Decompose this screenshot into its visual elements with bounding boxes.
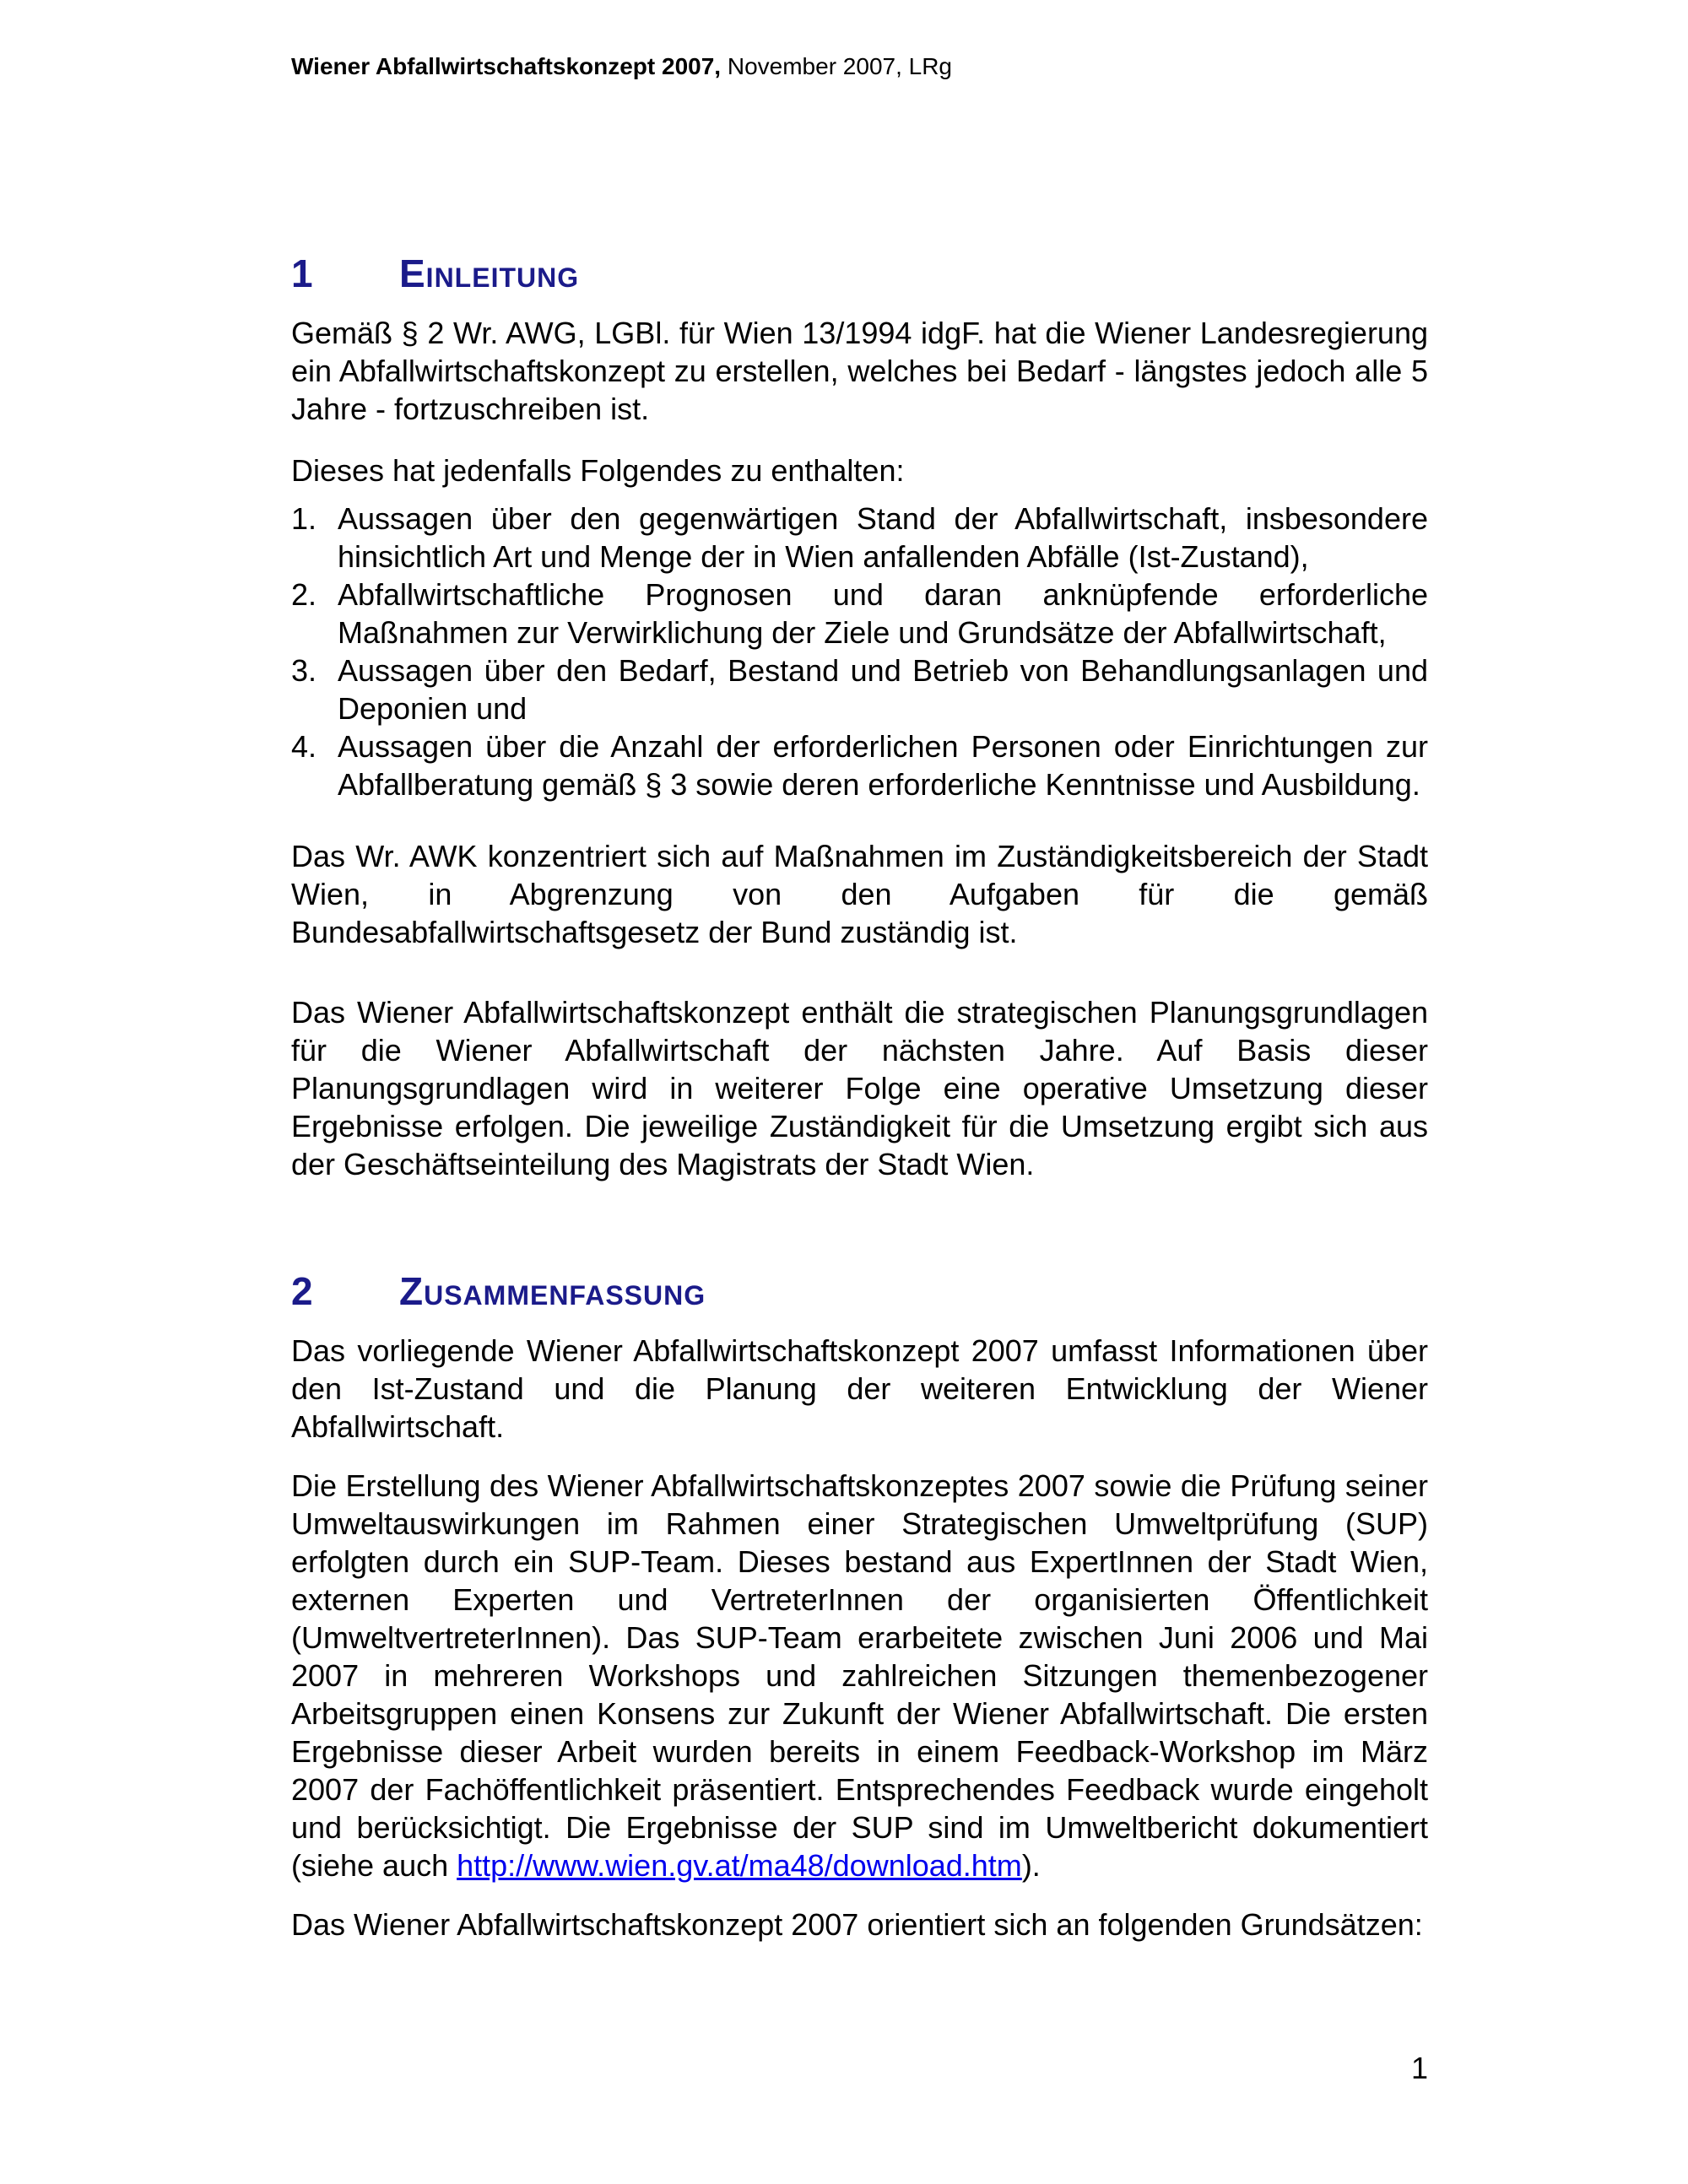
running-header-subtitle: November 2007, LRg [721, 53, 953, 79]
paragraph-s2-sup-text: Die Erstellung des Wiener Abfallwirtschaftskonzeptes 2007 sowie die Prüfung seiner Umweltauswirkungen im Rahmen einer Strategischen Umweltprüfung (SUP) erfolgten durch ein SUP-Team. Dieses bestand aus ExpertInnen der Stadt Wien, externen Experten und VertreterInnen der organisierten Öffentlichkeit (UmweltvertreterInnen). Das SUP-Team erarbeitete zwischen Juni 2006 und Mai 2007 in mehreren Workshops und zahlreichen Sitzungen themenbezogener Arbeitsgruppen einen Konsens zur Zukunft der Wiener Abfallwirtschaft. Die ersten Ergebnisse dieser Arbeit wurden bereits in einem Feedback-Workshop im März 2007 der Fachöffentlichkeit präsentiert. Entsprechendes Feedback wurde eingeholt und berücksichtigt. Die Ergebnisse der SUP sind im Umweltbericht dokumentiert (siehe auch [291, 1468, 1428, 1883]
section-1-number: 1 [291, 251, 313, 295]
paragraph-s1-strategie: Das Wiener Abfallwirtschaftskonzept enthält die strategischen Planungsgrundlagen für die Wiener Abfallwirtschaft der nächsten Jahre. Auf Basis dieser Planungsgrundlagen wird in weiterer Folge eine operative Umsetzung dieser Ergebnisse erfolgen. Die jeweilige Zuständigkeit für die Umsetzung ergibt sich aus der Geschäftseinteilung des Magistrats der Stadt Wien. [291, 995, 1428, 1181]
list-item [291, 727, 1428, 803]
section-2-number: 2 [291, 1269, 313, 1313]
running-header [291, 52, 1428, 81]
running-header-title: Wiener Abfallwirtschaftskonzept 2007, [291, 53, 722, 79]
page-number: 1 [1410, 2051, 1428, 2085]
download-link[interactable]: http://www.wien.gv.at/ma48/download.htm [457, 1848, 1022, 1883]
text-column [291, 0, 1428, 1943]
list-item [291, 576, 1428, 651]
paragraph-s1-awk: Das Wr. AWK konzentriert sich auf Maßnahmen im Zuständigkeitsbereich der Stadt Wien, in Abgrenzung von den Aufgaben für die gemäß Bundesabfallwirtschaftsgesetz der Bund zuständig ist. [291, 839, 1428, 949]
section-1-heading [291, 250, 1428, 297]
section-2-title: Zusammenfassung [399, 1269, 706, 1313]
list-item-text: Aussagen über den Bedarf, Bestand und Betrieb von Behandlungsanlagen und Deponien und [338, 653, 1428, 726]
list-item-number: 4. [291, 729, 317, 764]
list-item [291, 651, 1428, 727]
section-2-heading [291, 1268, 1428, 1315]
list-item-text: Abfallwirtschaftliche Prognosen und daran anknüpfende erforderliche Maßnahmen zur Verwirklichung der Ziele und Grundsätze der Abfallwirtschaft, [338, 577, 1428, 650]
paragraph-s1-list-lead: Dieses hat jedenfalls Folgendes zu enthalten: [291, 453, 905, 488]
list-item-number: 3. [291, 653, 317, 688]
list-item-number: 2. [291, 577, 317, 612]
paragraph-s2-grundsaetze-lead: Das Wiener Abfallwirtschaftskonzept 2007 orientiert sich an folgenden Grundsätzen: [291, 1907, 1423, 1942]
paragraph-s2-sup-close: ). [1021, 1848, 1041, 1883]
list-item-text: Aussagen über den gegenwärtigen Stand der Abfallwirtschaft, insbesondere hinsichtlich Art und Menge der in Wien anfallenden Abfälle (Ist-Zustand), [338, 501, 1428, 574]
numbered-list [291, 500, 1428, 803]
section-1-title: Einleitung [399, 251, 580, 295]
paragraph-s2-intro: Das vorliegende Wiener Abfallwirtschaftskonzept 2007 umfasst Informationen über den Ist-Zustand und die Planung der weiteren Entwicklung der Wiener Abfallwirtschaft. [291, 1333, 1428, 1444]
paragraph-s1-intro: Gemäß § 2 Wr. AWG, LGBl. für Wien 13/1994 idgF. hat die Wiener Landesregierung ein Abfallwirtschaftskonzept zu erstellen, welches bei Bedarf - längstes jedoch alle 5 Jahre - fortzuschreiben ist. [291, 316, 1428, 426]
list-item-number: 1. [291, 501, 317, 536]
list-item-text: Aussagen über die Anzahl der erforderlichen Personen oder Einrichtungen zur Abfallberatung gemäß § 3 sowie deren erforderliche Kenntnisse und Ausbildung. [338, 729, 1428, 802]
list-item [291, 500, 1428, 576]
paragraph-s2-sup [291, 1467, 1428, 1884]
